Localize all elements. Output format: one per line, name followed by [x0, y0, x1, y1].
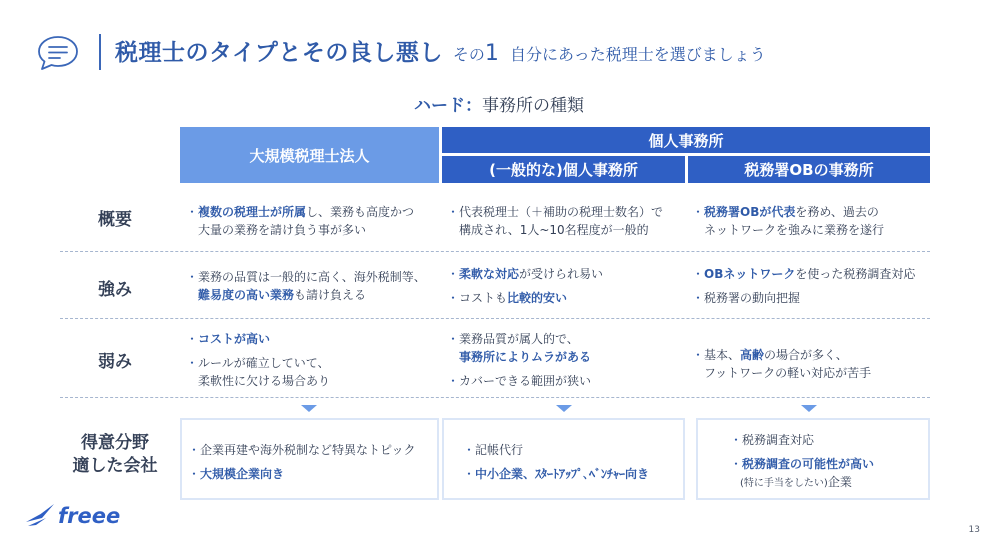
- plain-text: 税務署の動向把握: [704, 291, 801, 305]
- bullet-icon: ・: [463, 443, 476, 457]
- highlight-text: 税務調査の可能性が高い: [742, 457, 875, 471]
- text-line: [186, 372, 330, 390]
- plain-text: フットワークの軽い対応が苦手: [692, 366, 872, 380]
- plain-text: 柔軟性に欠ける場合あり: [186, 374, 331, 388]
- text-line: [447, 330, 591, 348]
- bullet-icon: ・: [188, 443, 201, 457]
- text-line: [186, 286, 426, 304]
- cell-specialty-ob: [730, 431, 874, 493]
- text-line: [447, 203, 663, 221]
- bullet-icon: ・: [692, 291, 705, 305]
- cell-weakness-general: [447, 330, 591, 390]
- chat-bubble-icon: [36, 34, 80, 72]
- bullet-icon: ・: [188, 467, 201, 481]
- plain-text: 構成され、1人~10名程度が一般的: [447, 223, 649, 237]
- plain-text: (特に手当をしたい): [730, 478, 828, 489]
- cell-strength-general: [447, 265, 603, 307]
- plain-text: 大量の業務を請け負う事が多い: [186, 223, 367, 237]
- highlight-text: 事務所によりムラがある: [459, 350, 592, 364]
- text-line: [186, 221, 414, 239]
- highlight-text: 大規模企業向き: [200, 467, 285, 481]
- highlight-text: OBネットワーク: [704, 267, 796, 281]
- plain-text: の場合が多く、: [764, 348, 848, 362]
- subheading-label: ハード：: [414, 96, 482, 116]
- text-line: [447, 348, 591, 366]
- text-line: [692, 203, 884, 221]
- slide-header: [0, 0, 998, 90]
- plain-text: 代表税理士（＋補助の税理士数名）で: [459, 205, 664, 219]
- plain-text: カバーできる範囲が狭い: [459, 374, 592, 388]
- highlight-text: 柔軟な対応: [459, 267, 520, 281]
- plain-text: 企業再建や海外税制など特異なトピック: [200, 443, 416, 457]
- plain-text: を使った税務調査対応: [795, 267, 916, 281]
- text-line: [692, 346, 871, 364]
- text-line: [692, 265, 915, 283]
- text-line: [186, 268, 426, 286]
- plain-text: も請け負える: [294, 288, 367, 302]
- header-divider: [99, 34, 101, 70]
- section-subheading: [0, 91, 998, 116]
- plain-text: し、業務も高度かつ: [306, 205, 415, 219]
- bullet-icon: ・: [186, 270, 199, 284]
- text-line: [692, 221, 884, 239]
- cell-overview-large: [186, 203, 414, 239]
- text-line: [692, 289, 915, 307]
- cell-specialty-general: [463, 441, 649, 483]
- plain-text: 基本、: [704, 348, 741, 362]
- cell-overview-general: [447, 203, 663, 239]
- text-line: [447, 289, 603, 307]
- plain-text: 税務調査対応: [742, 433, 815, 447]
- highlight-text: 難易度の高い業務: [198, 288, 295, 302]
- row-divider: [60, 318, 930, 319]
- column-header-individual-group: 個人事務所: [442, 127, 930, 153]
- freee-bird-icon: [24, 492, 134, 532]
- text-line: [188, 465, 416, 483]
- plain-text: を務め、過去の: [795, 205, 879, 219]
- plain-text: ルールが確立していて、: [198, 356, 330, 370]
- down-arrow-icon: [556, 405, 572, 412]
- plain-text: 企業: [827, 475, 852, 489]
- plain-text: ネットワークを強みに業務を遂行: [692, 223, 885, 237]
- plain-text: コストも: [459, 291, 508, 305]
- subheading-text: 事務所の種類: [482, 96, 584, 116]
- plain-text: 記帳代行: [475, 443, 524, 457]
- column-header-ob-office: 税務署OBの事務所: [688, 156, 930, 183]
- text-line: [463, 465, 649, 483]
- down-arrow-icon: [801, 405, 817, 412]
- plain-text: 業務品質が属人的で、: [459, 332, 579, 346]
- text-line: [186, 203, 414, 221]
- plain-text: [447, 350, 459, 364]
- bullet-icon: ・: [447, 374, 460, 388]
- highlight-text: 比較的安い: [507, 291, 568, 305]
- freee-logo: [24, 492, 134, 532]
- column-header-large-firm: 大規模税理士法人: [180, 127, 439, 183]
- text-line: [692, 364, 871, 382]
- text-line: [730, 473, 874, 493]
- text-line: [188, 441, 416, 459]
- cell-weakness-large: [186, 330, 330, 390]
- bullet-icon: ・: [730, 457, 743, 471]
- bullet-icon: ・: [692, 205, 705, 219]
- bullet-icon: ・: [186, 356, 199, 370]
- plain-text: [186, 288, 198, 302]
- bullet-icon: ・: [447, 291, 460, 305]
- logo-text: freee: [58, 504, 121, 528]
- cell-weakness-ob: [692, 346, 871, 382]
- cell-strength-large: [186, 268, 426, 304]
- bullet-icon: ・: [447, 267, 460, 281]
- bullet-icon: ・: [447, 332, 460, 346]
- bullet-icon: ・: [692, 267, 705, 281]
- text-line: [730, 455, 874, 473]
- text-line: [447, 221, 663, 239]
- highlight-text: コストが高い: [198, 332, 271, 346]
- cell-specialty-large: [188, 441, 416, 483]
- text-line: [186, 330, 330, 348]
- highlight-text: 高齢: [740, 348, 765, 362]
- down-arrow-icon: [301, 405, 317, 412]
- text-line: [447, 265, 603, 283]
- page-number: 13: [968, 525, 980, 535]
- bullet-icon: ・: [186, 205, 199, 219]
- plain-text: が受けられ易い: [519, 267, 604, 281]
- cell-strength-ob: [692, 265, 915, 307]
- page-title: [115, 34, 766, 72]
- plain-text: 業務の品質は一般的に高く、海外税制等、: [198, 270, 426, 284]
- row-label-strength: 強み: [98, 280, 132, 300]
- highlight-text: 税務署OBが代表: [704, 205, 796, 219]
- bullet-icon: ・: [730, 433, 743, 447]
- text-line: [186, 354, 330, 372]
- highlight-text: 中小企業、ｽﾀｰﾄｱｯﾌﾟ､ﾍﾞﾝﾁｬｰ向き: [475, 467, 650, 481]
- bullet-icon: ・: [463, 467, 476, 481]
- cell-overview-ob: [692, 203, 884, 239]
- row-divider: [60, 397, 930, 398]
- row-label-specialty: 得意分野 適した会社: [72, 433, 158, 476]
- highlight-text: 複数の税理士が所属: [198, 205, 307, 219]
- row-label-overview: 概要: [98, 210, 132, 230]
- bullet-icon: ・: [692, 348, 705, 362]
- text-line: [730, 431, 874, 449]
- column-header-individual-general: (一般的な)個人事務所: [442, 156, 685, 183]
- bullet-icon: ・: [447, 205, 460, 219]
- title-sub: その1 自分にあった税理士を選びましょう: [452, 41, 766, 66]
- bullet-icon: ・: [186, 332, 199, 346]
- row-label-weakness: 弱み: [98, 352, 132, 372]
- text-line: [447, 372, 591, 390]
- row-divider: [60, 251, 930, 252]
- title-main: 税理士のタイプとその良し悪し: [115, 40, 443, 66]
- text-line: [463, 441, 649, 459]
